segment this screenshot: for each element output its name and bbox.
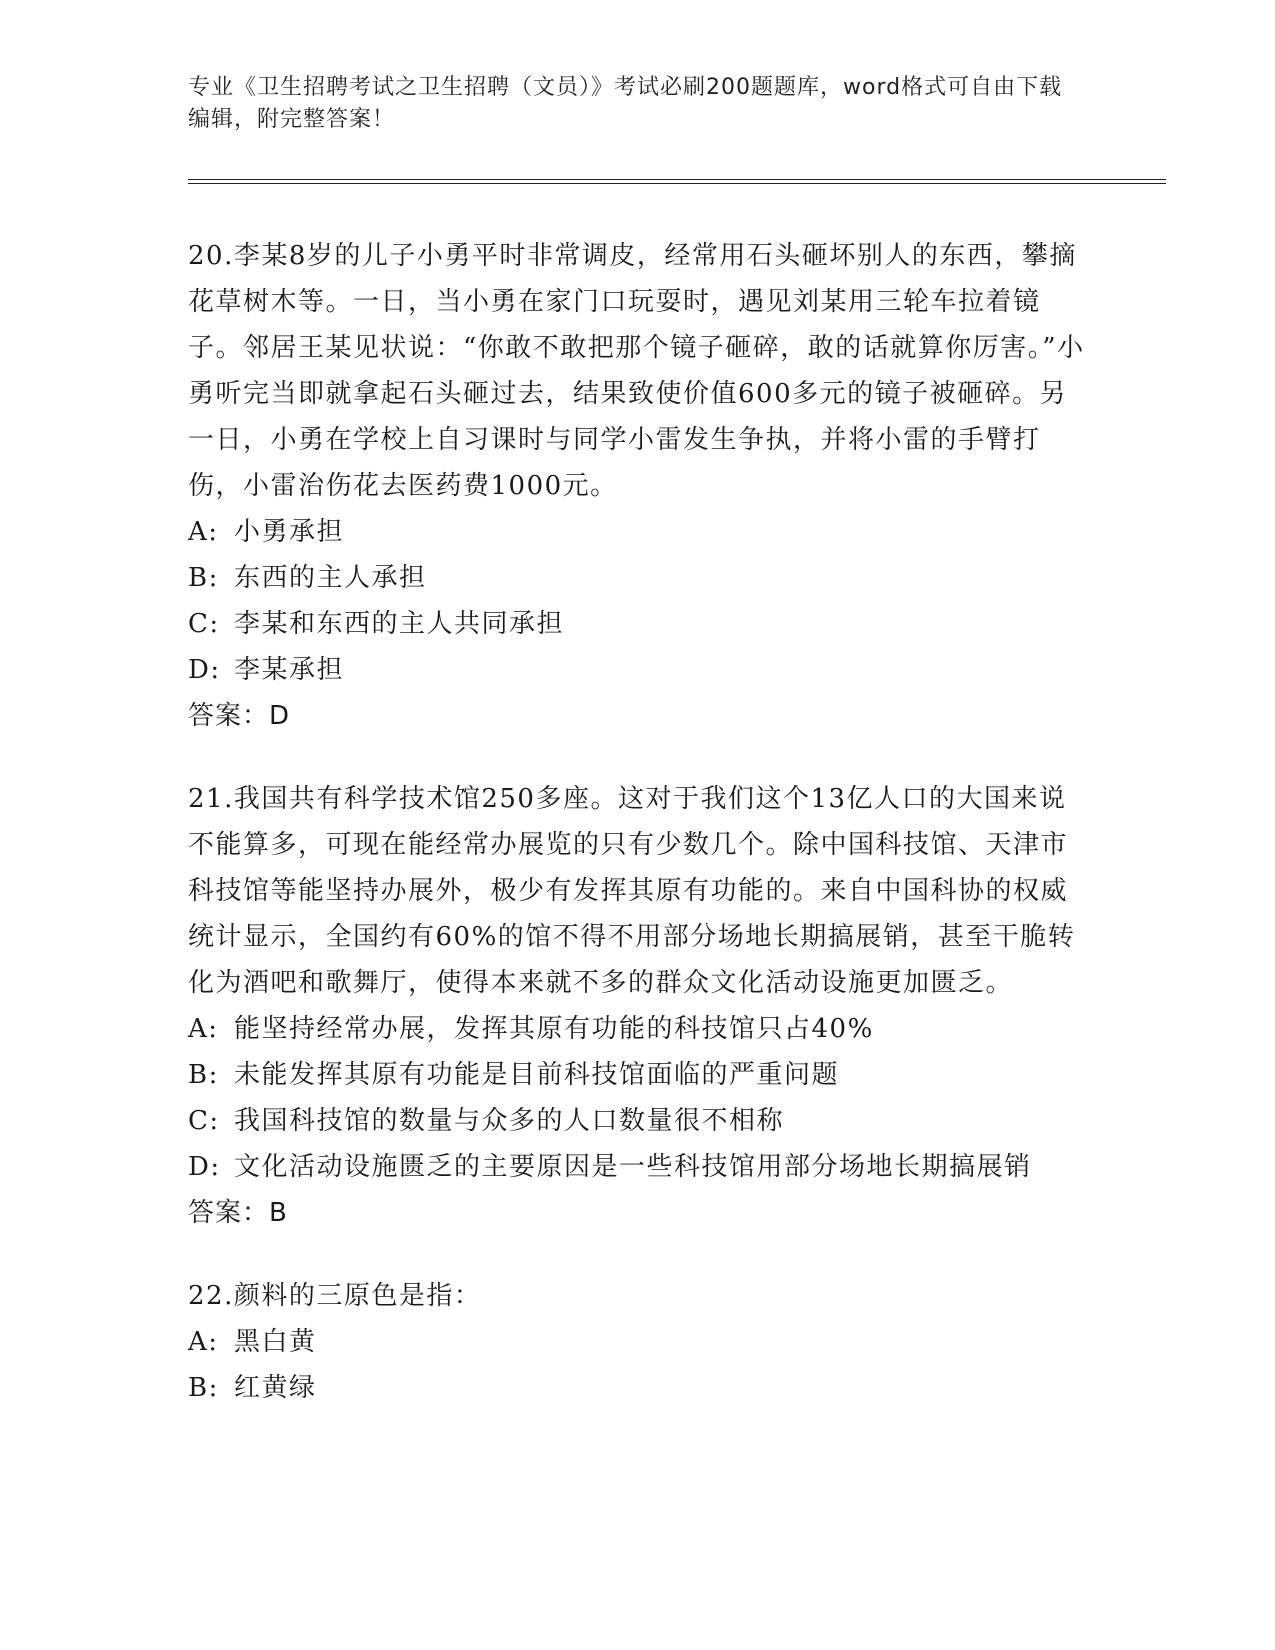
answer-line: 答案：D <box>188 701 291 731</box>
option-text: 小勇承担 <box>234 517 345 547</box>
question-text: 20.李某8岁的儿子小勇平时非常调皮，经常用石头砸坏别人的东西，攀摘花草树木等。一日，当小勇在家门口玩耍时，遇见刘某用三轮车拉着镜子。邻居王某见状说：“你敢不敢把那个镜子砸碎，敢的话就算你厉害。”小勇听完当即就拿起石头砸过去，结果致使价值600多元的镜子被砸碎。另一日，小勇在学校上自习课时与同学小雷发生争执，并将小雷的手臂打伤，小雷治伤花去医药费1000元。 <box>188 241 1085 501</box>
option-text: 能坚持经常办展，发挥其原有功能的科技馆只占40% <box>234 1014 874 1044</box>
option-a <box>188 509 1088 555</box>
option-label: A: <box>188 517 219 547</box>
header-divider-bottom <box>188 183 1166 184</box>
option-c <box>188 1098 1088 1144</box>
option-text: 李某和东西的主人共同承担 <box>234 609 565 639</box>
option-d <box>188 647 1088 693</box>
question-text: 22.颜料的三原色是指： <box>188 1281 482 1311</box>
option-a <box>188 1319 1088 1365</box>
question-20 <box>188 233 1088 739</box>
option-b <box>188 1365 1088 1411</box>
question-22 <box>188 1273 1088 1411</box>
option-b <box>188 555 1088 601</box>
option-c <box>188 601 1088 647</box>
option-label: A: <box>188 1014 219 1044</box>
option-text: 黑白黄 <box>234 1327 317 1357</box>
option-label: B: <box>188 1373 219 1403</box>
question-list <box>188 233 1088 1448</box>
answer-line: 答案：B <box>188 1198 288 1228</box>
option-label: C: <box>188 609 220 639</box>
header-divider-top <box>188 179 1166 180</box>
option-a <box>188 1006 1088 1052</box>
option-d <box>188 1144 1088 1190</box>
question-text: 21.我国共有科学技术馆250多座。这对于我们这个13亿人口的大国来说不能算多，可现在能经常办展览的只有少数几个。除中国科技馆、天津市科技馆等能坚持办展外，极少有发挥其原有功能的。来自中国科协的权威统计显示，全国约有60%的馆不得不用部分场地长期搞展销，甚至干脆转化为酒吧和歌舞厅，使得本来就不多的群众文化活动设施更加匮乏。 <box>188 784 1076 998</box>
option-text: 文化活动设施匮乏的主要原因是一些科技馆用部分场地长期搞展销 <box>234 1152 1032 1182</box>
option-text: 红黄绿 <box>234 1373 317 1403</box>
document-title: 专业《卫生招聘考试之卫生招聘（文员）》考试必刷200题题库，word格式可自由下载编辑，附完整答案！ <box>188 75 1063 132</box>
option-text: 未能发挥其原有功能是目前科技馆面临的严重问题 <box>234 1060 840 1090</box>
question-21 <box>188 776 1088 1236</box>
option-text: 东西的主人承担 <box>234 563 427 593</box>
option-label: C: <box>188 1106 220 1136</box>
option-b <box>188 1052 1088 1098</box>
option-label: B: <box>188 563 219 593</box>
option-label: B: <box>188 1060 219 1090</box>
option-text: 我国科技馆的数量与众多的人口数量很不相称 <box>234 1106 785 1136</box>
option-text: 李某承担 <box>234 655 345 685</box>
option-label: D: <box>188 655 221 685</box>
option-label: A: <box>188 1327 219 1357</box>
option-label: D: <box>188 1152 221 1182</box>
